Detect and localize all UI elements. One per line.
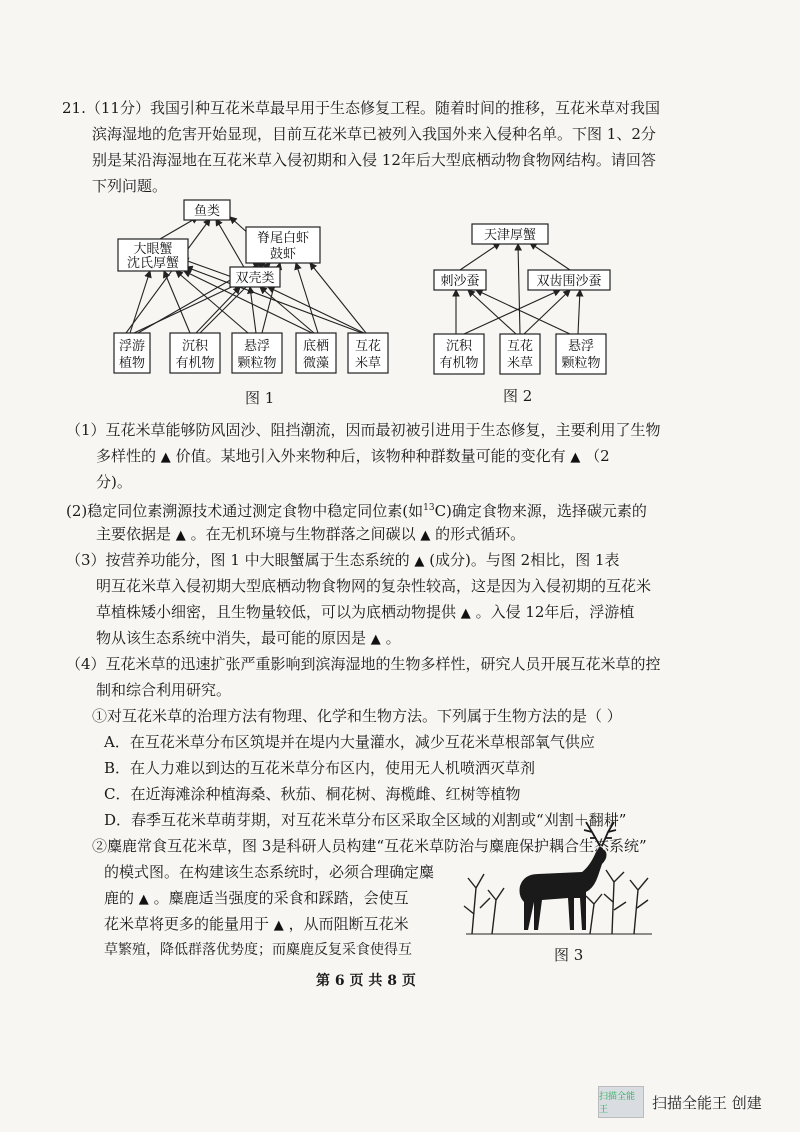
question-stem-line-3: 别是某沿海湿地在互花米草入侵初期和入侵 12年后大型底栖动物食物网结构。请回答 <box>92 151 656 169</box>
q4-2-line-3: 鹿的 ▲ 。麋鹿适当强度的采食和踩踏，会使互 <box>104 889 409 907</box>
q4-1-option-d: D．春季互花米草萌芽期，对互花米草分布区采取全区域的刈割或“刈割＋翻耕” <box>104 811 627 829</box>
scanner-logo-icon: 扫描全能王 <box>598 1086 644 1118</box>
node-worm-b: 双齿围沙蚕 <box>536 274 602 289</box>
arrow <box>130 271 150 333</box>
node-shrimp-line-2: 鼓虾 <box>269 247 297 262</box>
arrow <box>530 243 570 270</box>
node-algae-line-2: 微藻 <box>302 356 330 371</box>
node-crab-line-1: 大眼蟹 <box>133 242 173 257</box>
node-fish: 鱼类 <box>193 204 221 219</box>
figure-1-food-web <box>100 195 410 380</box>
q3-line-3: 草植株矮小细密，且生物量较低，可以为底栖动物提供 ▲ 。入侵 12年后，浮游植 <box>96 603 635 621</box>
q4-1-option-b: B．在人力难以到达的互花米草分布区内，使用无人机喷洒灭草剂 <box>104 759 536 777</box>
node-crab: 天津厚蟹 <box>483 228 537 243</box>
node-plankton-line-2: 植物 <box>118 356 146 371</box>
arrow <box>578 290 580 334</box>
arrow <box>310 263 366 333</box>
q1-line-1: （1）互花米草能够防风固沙、阻挡潮流，因而最初被引进用于生态修复，主要利用了生物 <box>66 421 661 439</box>
q3-line-2: 明互花米草入侵初期大型底栖动物食物网的复杂性较高，这是因为入侵初期的互花米 <box>96 577 652 595</box>
q2-line-1: (2)稳定同位素溯源技术通过测定食物中稳定同位素(如$^{13}$C)确定食物来源，选择碳元素的 <box>66 502 647 520</box>
node-sediment-line-1: 沉积 <box>445 339 473 354</box>
node-suspended-line-1: 悬浮 <box>243 339 271 354</box>
node-spartina-line-1: 互花 <box>354 339 382 354</box>
q4-2-line-2: 的模式图。在构建该生态系统时，必须合理确定麋 <box>104 863 435 881</box>
q3-line-1: （3）按营养功能分，图 1 中大眼蟹属于生态系统的 ▲ (成分)。与图 2相比，图 1表 <box>66 551 620 569</box>
question-stem-line-4: 下列问题。 <box>92 177 168 195</box>
arrow <box>476 290 570 334</box>
answer-blank: ▲ <box>160 450 171 465</box>
q4-1-option-a: A．在互花米草分布区筑堤并在堤内大量灌水，减少互花米草根部氧气供应 <box>104 733 595 751</box>
q4-line-1: （4）互花米草的迅速扩张严重影响到滨海湿地的生物多样性，研究人员开展互花米草的控 <box>66 655 661 673</box>
node-sediment-line-1: 沉积 <box>181 339 209 354</box>
arrow <box>524 290 570 334</box>
node-crab-line-2: 沈氏厚蟹 <box>126 256 180 271</box>
figure-1-caption: 图 1 <box>245 389 275 407</box>
q4-1-stem: ①对互花米草的治理方法有物理、化学和生物方法。下列属于生物方法的是（ ） <box>92 707 622 725</box>
figure-2-caption: 图 2 <box>503 387 533 405</box>
answer-blank: ▲ <box>370 632 381 647</box>
q4-1-option-c: C．在近海滩涂种植海桑、秋茄、桐花树、海榄雌、红树等植物 <box>104 785 521 803</box>
arrow <box>296 263 318 333</box>
scanner-watermark <box>598 1082 788 1122</box>
answer-blank: ▲ <box>460 606 471 621</box>
answer-blank: ▲ <box>420 528 431 543</box>
figure-3-deer-illustration <box>462 818 654 940</box>
node-spartina-line-2: 米草 <box>506 356 534 371</box>
figure-3-caption: 图 3 <box>554 946 584 964</box>
q2-line-2: 主要依据是 ▲ 。在无机环境与生物群落之间碳以 ▲ 的形式循环。 <box>96 525 526 543</box>
q4-line-2: 制和综合利用研究。 <box>96 681 232 699</box>
node-suspended-line-1: 悬浮 <box>567 339 595 354</box>
q4-2-line-5: 草繁殖，降低群落优势度；而麋鹿反复采食使得互 <box>104 942 412 958</box>
node-suspended-line-2: 颗粒物 <box>237 356 277 371</box>
answer-blank: ▲ <box>273 918 284 933</box>
answer-blank: ▲ <box>570 450 581 465</box>
watermark-text: 扫描全能王 创建 <box>652 1093 762 1112</box>
node-plankton-line-1: 浮游 <box>118 339 146 354</box>
arrow <box>250 287 256 333</box>
q3-line-4: 物从该生态系统中消失，最可能的原因是 ▲ 。 <box>96 629 401 647</box>
figure-2-food-web <box>420 222 620 377</box>
node-sediment-line-2: 有机物 <box>175 356 215 371</box>
node-sediment-line-2: 有机物 <box>439 356 479 371</box>
answer-blank: ▲ <box>138 892 149 907</box>
node-spartina-line-1: 互花 <box>506 339 534 354</box>
arrow <box>468 290 516 334</box>
node-shrimp-line-1: 脊尾白虾 <box>256 231 310 246</box>
arrow <box>518 244 520 334</box>
answer-blank: ▲ <box>414 554 425 569</box>
q4-2-line-1: ②麋鹿常食互花米草，图 3是科研人员构建“互花米草防治与麋鹿保护耦合生态系统” <box>92 837 647 855</box>
question-stem-line-1: 21.（11分）我国引种互花米草最早用于生态修复工程。随着时间的推移，互花米草对我国 <box>62 99 660 117</box>
q1-line-2: 多样性的 ▲ 价值。某地引入外来物种后，该物种种群数量可能的变化有 ▲ （2 <box>96 447 610 465</box>
q1-line-3: 分)。 <box>96 473 132 491</box>
node-worm-a: 刺沙蚕 <box>440 274 480 289</box>
arrow <box>460 243 500 270</box>
node-algae-line-1: 底栖 <box>302 339 330 354</box>
node-spartina-line-2: 米草 <box>354 356 382 371</box>
page-footer: 第 6 页 共 8 页 <box>316 973 416 989</box>
answer-blank: ▲ <box>175 528 186 543</box>
node-suspended-line-2: 颗粒物 <box>561 356 601 371</box>
arrow <box>464 290 560 334</box>
node-bivalve: 双壳类 <box>235 271 275 286</box>
question-stem-line-2: 滨海湿地的危害开始显现，目前互花米草已被列入我国外来入侵种名单。下图 1、2分 <box>92 125 656 143</box>
q4-2-line-4: 花米草将更多的能量用于 ▲ ，从而阻断互花米 <box>104 915 409 933</box>
